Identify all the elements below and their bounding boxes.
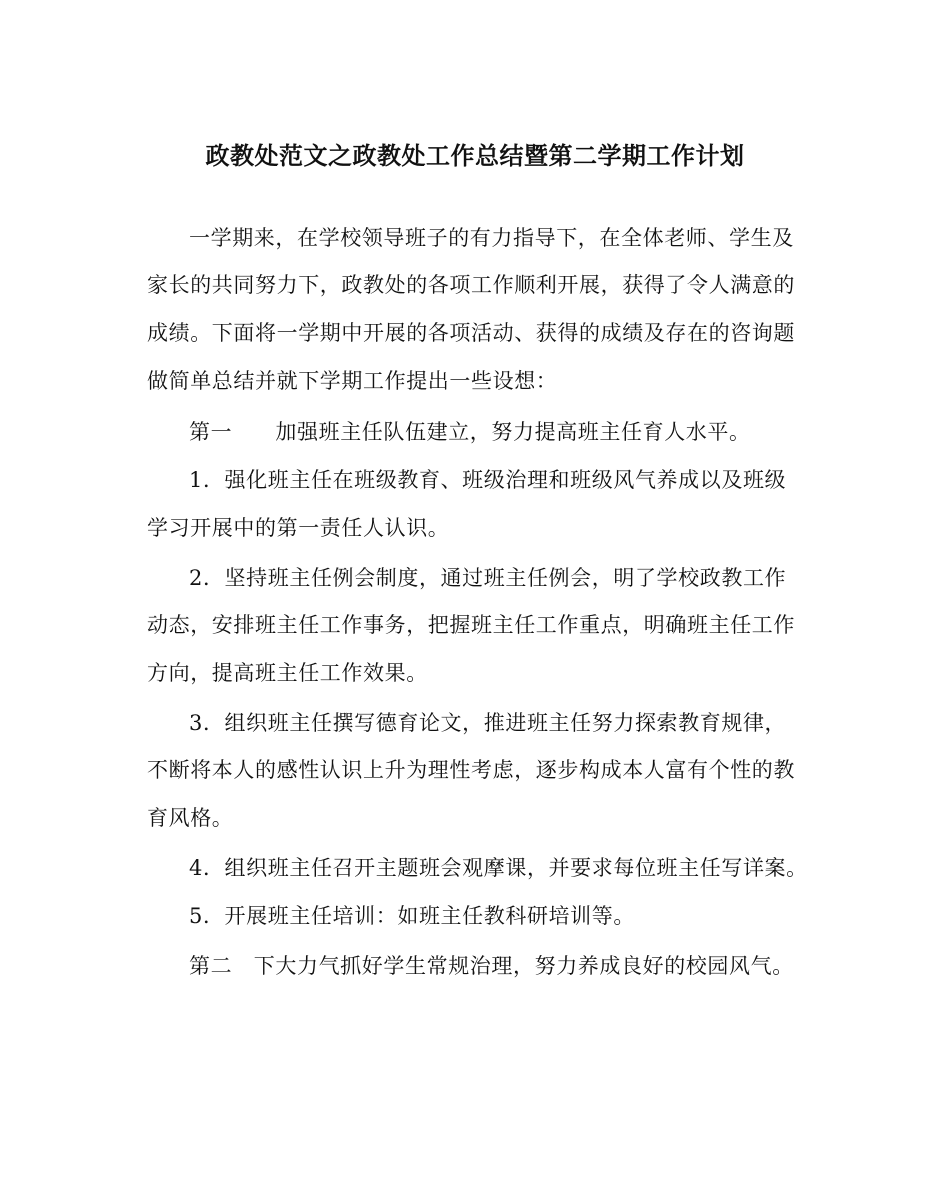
paragraph-line: 2．坚持班主任例会制度，通过班主任例会，明了学校政教工作 bbox=[189, 566, 787, 590]
paragraph-line: 动态，安排班主任工作事务，把握班主任工作重点，明确班主任工作 bbox=[147, 613, 795, 637]
section-heading: 第一 加强班主任队伍建立，努力提高班主任育人水平。 bbox=[189, 420, 751, 444]
paragraph-line: 1．强化班主任在班级教育、班级治理和班级风气养成以及班级 bbox=[189, 468, 787, 492]
paragraph-line: 学习开展中的第一责任人认识。 bbox=[147, 516, 450, 540]
paragraph-line: 3．组织班主任撰写德育论文，推进班主任努力探索教育规律， bbox=[189, 711, 787, 735]
paragraph-line: 4．组织班主任召开主题班会观摩课，并要求每位班主任写详案。 bbox=[189, 856, 808, 880]
paragraph-line: 成绩。下面将一学期中开展的各项活动、获得的成绩及存在的咨询题 bbox=[147, 321, 795, 345]
paragraph-line: 方向，提高班主任工作效果。 bbox=[147, 661, 428, 685]
document-title: 政教处范文之政教处工作总结暨第二学期工作计划 bbox=[205, 141, 745, 170]
paragraph-line: 5．开展班主任培训：如班主任教科研培训等。 bbox=[189, 904, 635, 928]
paragraph-line: 育风格。 bbox=[147, 806, 234, 830]
section-heading: 第二 下大力气抓好学生常规治理，努力养成良好的校园风气。 bbox=[189, 954, 794, 978]
paragraph-line: 家长的共同努力下，政教处的各项工作顺利开展，获得了令人满意的 bbox=[147, 273, 795, 297]
paragraph-line: 做简单总结并就下学期工作提出一些设想： bbox=[147, 369, 558, 393]
paragraph-line: 一学期来，在学校领导班子的有力指导下，在全体老师、学生及 bbox=[189, 226, 794, 250]
paragraph-line: 不断将本人的感性认识上升为理性考虑，逐步构成本人富有个性的教 bbox=[147, 758, 795, 782]
